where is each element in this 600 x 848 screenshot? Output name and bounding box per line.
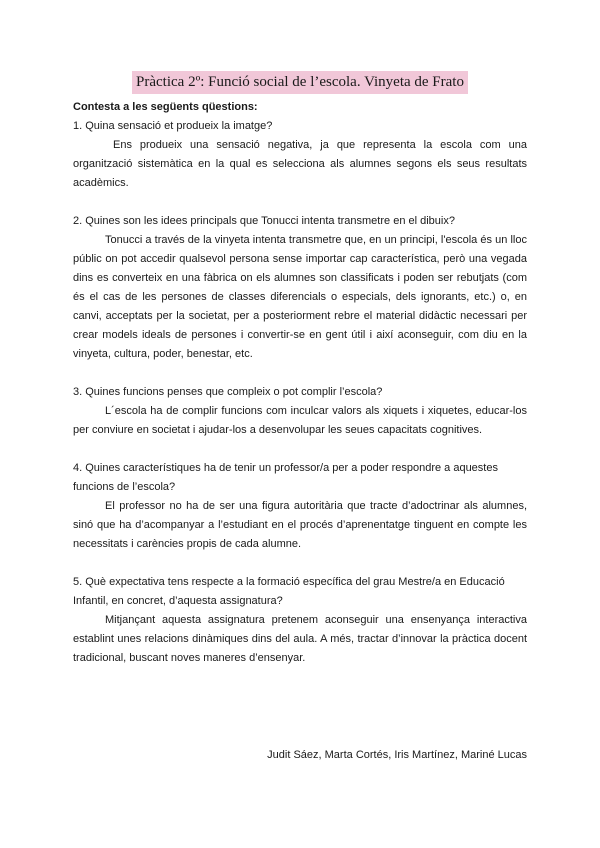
question-block-1 (73, 117, 527, 193)
page-title: Pràctica 2º: Funció social de l’escola. Vinyeta de Frato (132, 71, 468, 94)
answer-text: El professor no ha de ser una figura autoritària que tracte d’adoctrinar als alumnes, sinó que ha d’acompanyar a l’estudiant en el procés d’aprenentatge tinguent en compte les necessitats i carències propis de cada alumne. (73, 500, 527, 550)
instructions-heading: Contesta a les següents qüestions: (73, 101, 258, 113)
question-block-4 (73, 459, 527, 554)
answer-text: Ens produeix una sensació negativa, ja que representa la escola com una organització sistemàtica en la qual es selecciona als alumnes segons els seus resultats acadèmics. (73, 139, 527, 189)
answer-text: Tonucci a través de la vinyeta intenta transmetre que, en un principi, l'escola és un lloc públic on pot accedir qualsevol persona sense importar cap característica, però una vegada dins es converteix en una fàbrica on els alumnes son classificats i poden ser rebutjats (com és el cas de les persones de classes diferencials o especials, dels ignorants, etc.) o, en canvi, acceptats per la societat, per a posteriorment rebre el material didàctic necessari per crear models ideals de persones i convertir-se en gent útil i així aconseguir, com diu en la vinyeta, cultura, poder, benestar, etc. (73, 234, 527, 360)
document-body (73, 98, 527, 668)
question-text: 5. Què expectativa tens respecte a la formació específica del grau Mestre/a en Educació Infantil, en concret, d’aquesta assignatura? (73, 576, 505, 607)
question-text: 3. Quines funcions penses que compleix o pot complir l’escola? (73, 386, 383, 398)
question-block-2 (73, 212, 527, 364)
answer-text: Mitjançant aquesta assignatura pretenem aconseguir una ensenyança interactiva establint unes relacions dinàmiques dins del aula. A més, tractar d’innovar la pràctica docent tradicional, buscant noves maneres d’ensenyar. (73, 614, 527, 664)
authors-signature: Judit Sáez, Marta Cortés, Iris Martínez, Mariné Lucas (267, 749, 527, 761)
question-text: 1. Quina sensació et produeix la imatge? (73, 120, 273, 132)
answer-text: L´escola ha de complir funcions com inculcar valors als xiquets i xiquetes, educar-los per conviure en societat i ajudar-los a desenvolupar les seues capacitats cognitives. (73, 405, 527, 436)
question-block-5 (73, 573, 527, 668)
spacer (73, 440, 527, 459)
spacer (73, 554, 527, 573)
question-block-3 (73, 383, 527, 440)
spacer (73, 364, 527, 383)
title-wrapper (0, 71, 600, 94)
spacer (73, 193, 527, 212)
question-text: 2. Quines son les idees principals que Tonucci intenta transmetre en el dibuix? (73, 215, 455, 227)
question-text: 4. Quines característiques ha de tenir un professor/a per a poder respondre a aquestes funcions de l’escola? (73, 462, 498, 493)
